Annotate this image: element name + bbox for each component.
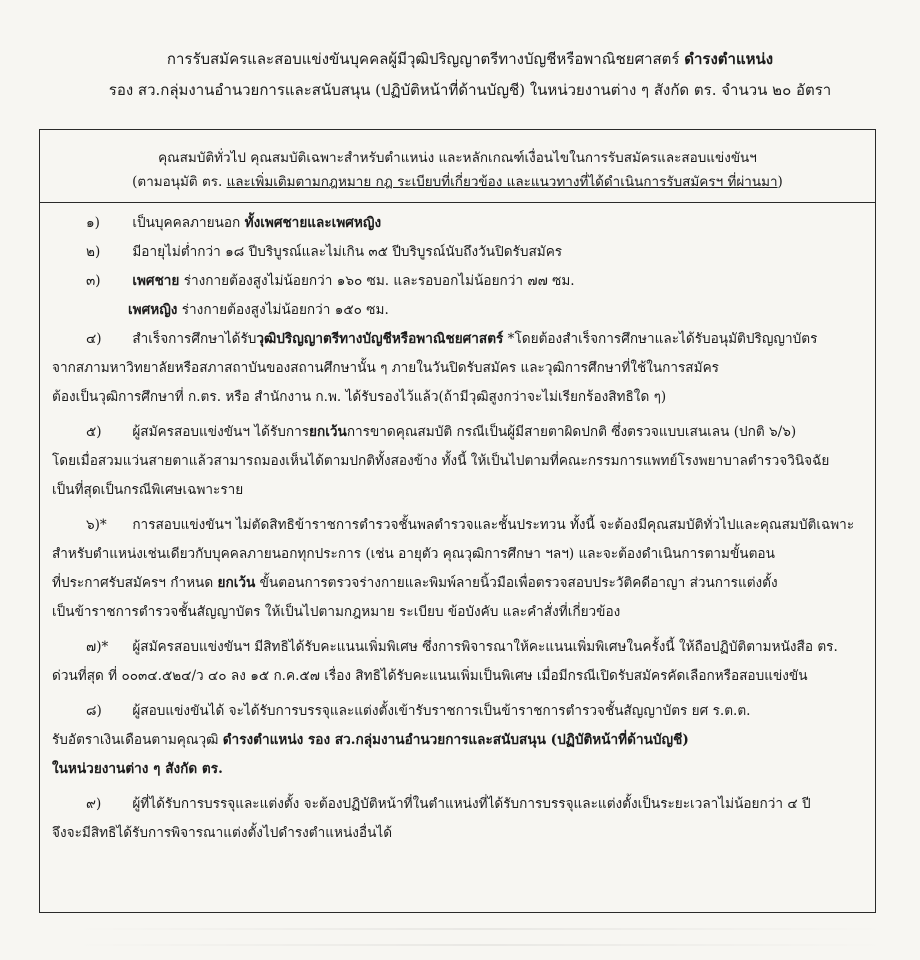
list-item: ๘) ผู้สอบแข่งขันได้ จะได้รับการบรรจุและแต่งตั้งเข้ารับราชการเป็นข้าราชการตำรวจชั้นสัญญาบัตร ยศ ร.ต.ต. รับอัตราเงินเดือนตามคุณวุฒิ ดำรงตำแหน่ง รอง สว.กลุ่มงานอำนวยการและสนับสนุน (ปฏิบัติหน้าที่ด้านบัญชี) ในหน่วยงานต่าง ๆ สังกัด ตร. <box>52 703 751 777</box>
list-item: เพศหญิง ร่างกายต้องสูงไม่น้อยกว่า ๑๕๐ ซม. <box>128 302 389 318</box>
list-item: ๒) มีอายุไม่ต่ำกว่า ๑๘ ปีบริบูรณ์และไม่เกิน ๓๕ ปีบริบูรณ์นับถึงวันปิดรับสมัคร <box>86 244 563 260</box>
title-position-label: ดำรงตำแหน่ง <box>684 50 774 68</box>
list-item: ๔) สำเร็จการศึกษาได้รับวุฒิปริญญาตรีทางบัญชีหรือพาณิชยศาสตร์ *โดยต้องสำเร็จการศึกษาและได้รับอนุมัติปริญญาบัตร จากสภามหาวิทยาลัยหรือสภาสถาบันของสถานศึกษานั้น ๆ ภายในวันปิดรับสมัคร และวุฒิการศึกษาที่ใช้ในการสมัคร ต้องเป็นวุฒิการศึกษาที่ ก.ตร. หรือ สำนักงาน ก.พ. ได้รับรองไว้แล้ว(ถ้ามีวุฒิสูงกว่าจะไม่เรียกร้องสิทธิใด ๆ) <box>52 331 818 405</box>
list-item: ๓) เพศชาย ร่างกายต้องสูงไม่น้อยกว่า ๑๖๐ ซม. และรอบอกไม่น้อยกว่า ๗๗ ซม. <box>86 273 575 289</box>
box-header <box>40 130 875 203</box>
page-title <box>40 44 900 106</box>
qualifications-list <box>40 203 875 848</box>
title-line1: การรับสมัครและสอบแข่งขันบุคคลผู้มีวุฒิปริญญาตรีทางบัญชีหรือพาณิชยศาสตร์ <box>166 50 680 68</box>
list-item: ๖)* การสอบแข่งขันฯ ไม่ตัดสิทธิข้าราชการตำรวจชั้นพลตำรวจและชั้นประทวน ทั้งนี้ จะต้องมีคุณสมบัติทั่วไปและคุณสมบัติเฉพาะ สำหรับตำแหน่งเช่นเดียวกับบุคคลภายนอกทุกประการ (เช่น อายุตัว คุณวุฒิการศึกษา ฯลฯ) และจะต้องดำเนินการตามขั้นตอน ที่ประกาศรับสมัครฯ กำหนด ยกเว้น ขั้นตอนการตรวจร่างกายและพิมพ์ลายนิ้วมือเพื่อตรวจสอบประวัติคดีอาญา ส่วนการแต่งตั้ง เป็นข้าราชการตำรวจชั้นสัญญาบัตร ให้เป็นไปตามกฎหมาย ระเบียบ ข้อบังคับ และคำสั่งที่เกี่ยวข้อง <box>52 517 855 620</box>
box-header-underlined: และเพิ่มเติมตามกฎหมาย กฎ ระเบียบที่เกี่ยวข้อง และแนวทางที่ได้ดำเนินการรับสมัครฯ ที่ผ่านมา <box>226 174 778 190</box>
list-item: ๕) ผู้สมัครสอบแข่งขันฯ ได้รับการยกเว้นการขาดคุณสมบัติ กรณีเป็นผู้มีสายตาผิดปกติ ซึ่งตรวจแบบเสนเลน (ปกติ ๖/๖) โดยเมื่อสวมแว่นสายตาแล้วสามารถมองเห็นได้ตามปกติทั้งสองข้าง ทั้งนี้ ให้เป็นไปตามที่คณะกรรมการแพทย์โรงพยาบาลตำรวจวินิจฉัย เป็นที่สุดเป็นกรณีพิเศษเฉพาะราย <box>52 424 830 498</box>
list-item: ๗)* ผู้สมัครสอบแข่งขันฯ มีสิทธิได้รับคะแนนเพิ่มพิเศษ ซึ่งการพิจารณาให้คะแนนเพิ่มพิเศษในครั้งนี้ ให้ถือปฏิบัติตามหนังสือ ตร. ด่วนที่สุด ที่ ๐๐๓๔.๕๒๔/ว ๔๐ ลง ๑๕ ก.ค.๕๗ เรื่อง สิทธิได้รับคะแนนเพิ่มเป็นพิเศษ เมื่อมีกรณีเปิดรับสมัครคัดเลือกหรือสอบแข่งขัน <box>52 639 838 684</box>
bleed-through-line <box>70 928 890 930</box>
title-line2: รอง สว.กลุ่มงานอำนวยการและสนับสนุน (ปฏิบัติหน้าที่ด้านบัญชี) ในหน่วยงานต่าง ๆ สังกัด ตร. จำนวน ๒๐ อัตรา <box>108 81 832 99</box>
box-header-line2: (ตามอนุมัติ ตร. และเพิ่มเติมตามกฎหมาย กฎ ระเบียบที่เกี่ยวข้อง และแนวทางที่ได้ดำเนินการรับสมัครฯ ที่ผ่านมา) <box>132 174 783 190</box>
list-item: ๑) เป็นบุคคลภายนอก ทั้งเพศชายและเพศหญิง <box>86 215 382 231</box>
box-header-line1: คุณสมบัติทั่วไป คุณสมบัติเฉพาะสำหรับตำแหน่ง และหลักเกณฑ์เงื่อนไขในการรับสมัครและสอบแข่งขันฯ <box>158 150 757 166</box>
list-item: ๙) ผู้ที่ได้รับการบรรจุและแต่งตั้ง จะต้องปฏิบัติหน้าที่ในตำแหน่งที่ได้รับการบรรจุและแต่งตั้งเป็นระยะเวลาไม่น้อยกว่า ๔ ปี จึงจะมีสิทธิได้รับการพิจารณาแต่งตั้งไปดำรงตำแหน่งอื่นได้ <box>52 796 811 841</box>
bleed-through-line <box>70 944 890 946</box>
qualifications-box <box>39 129 876 913</box>
